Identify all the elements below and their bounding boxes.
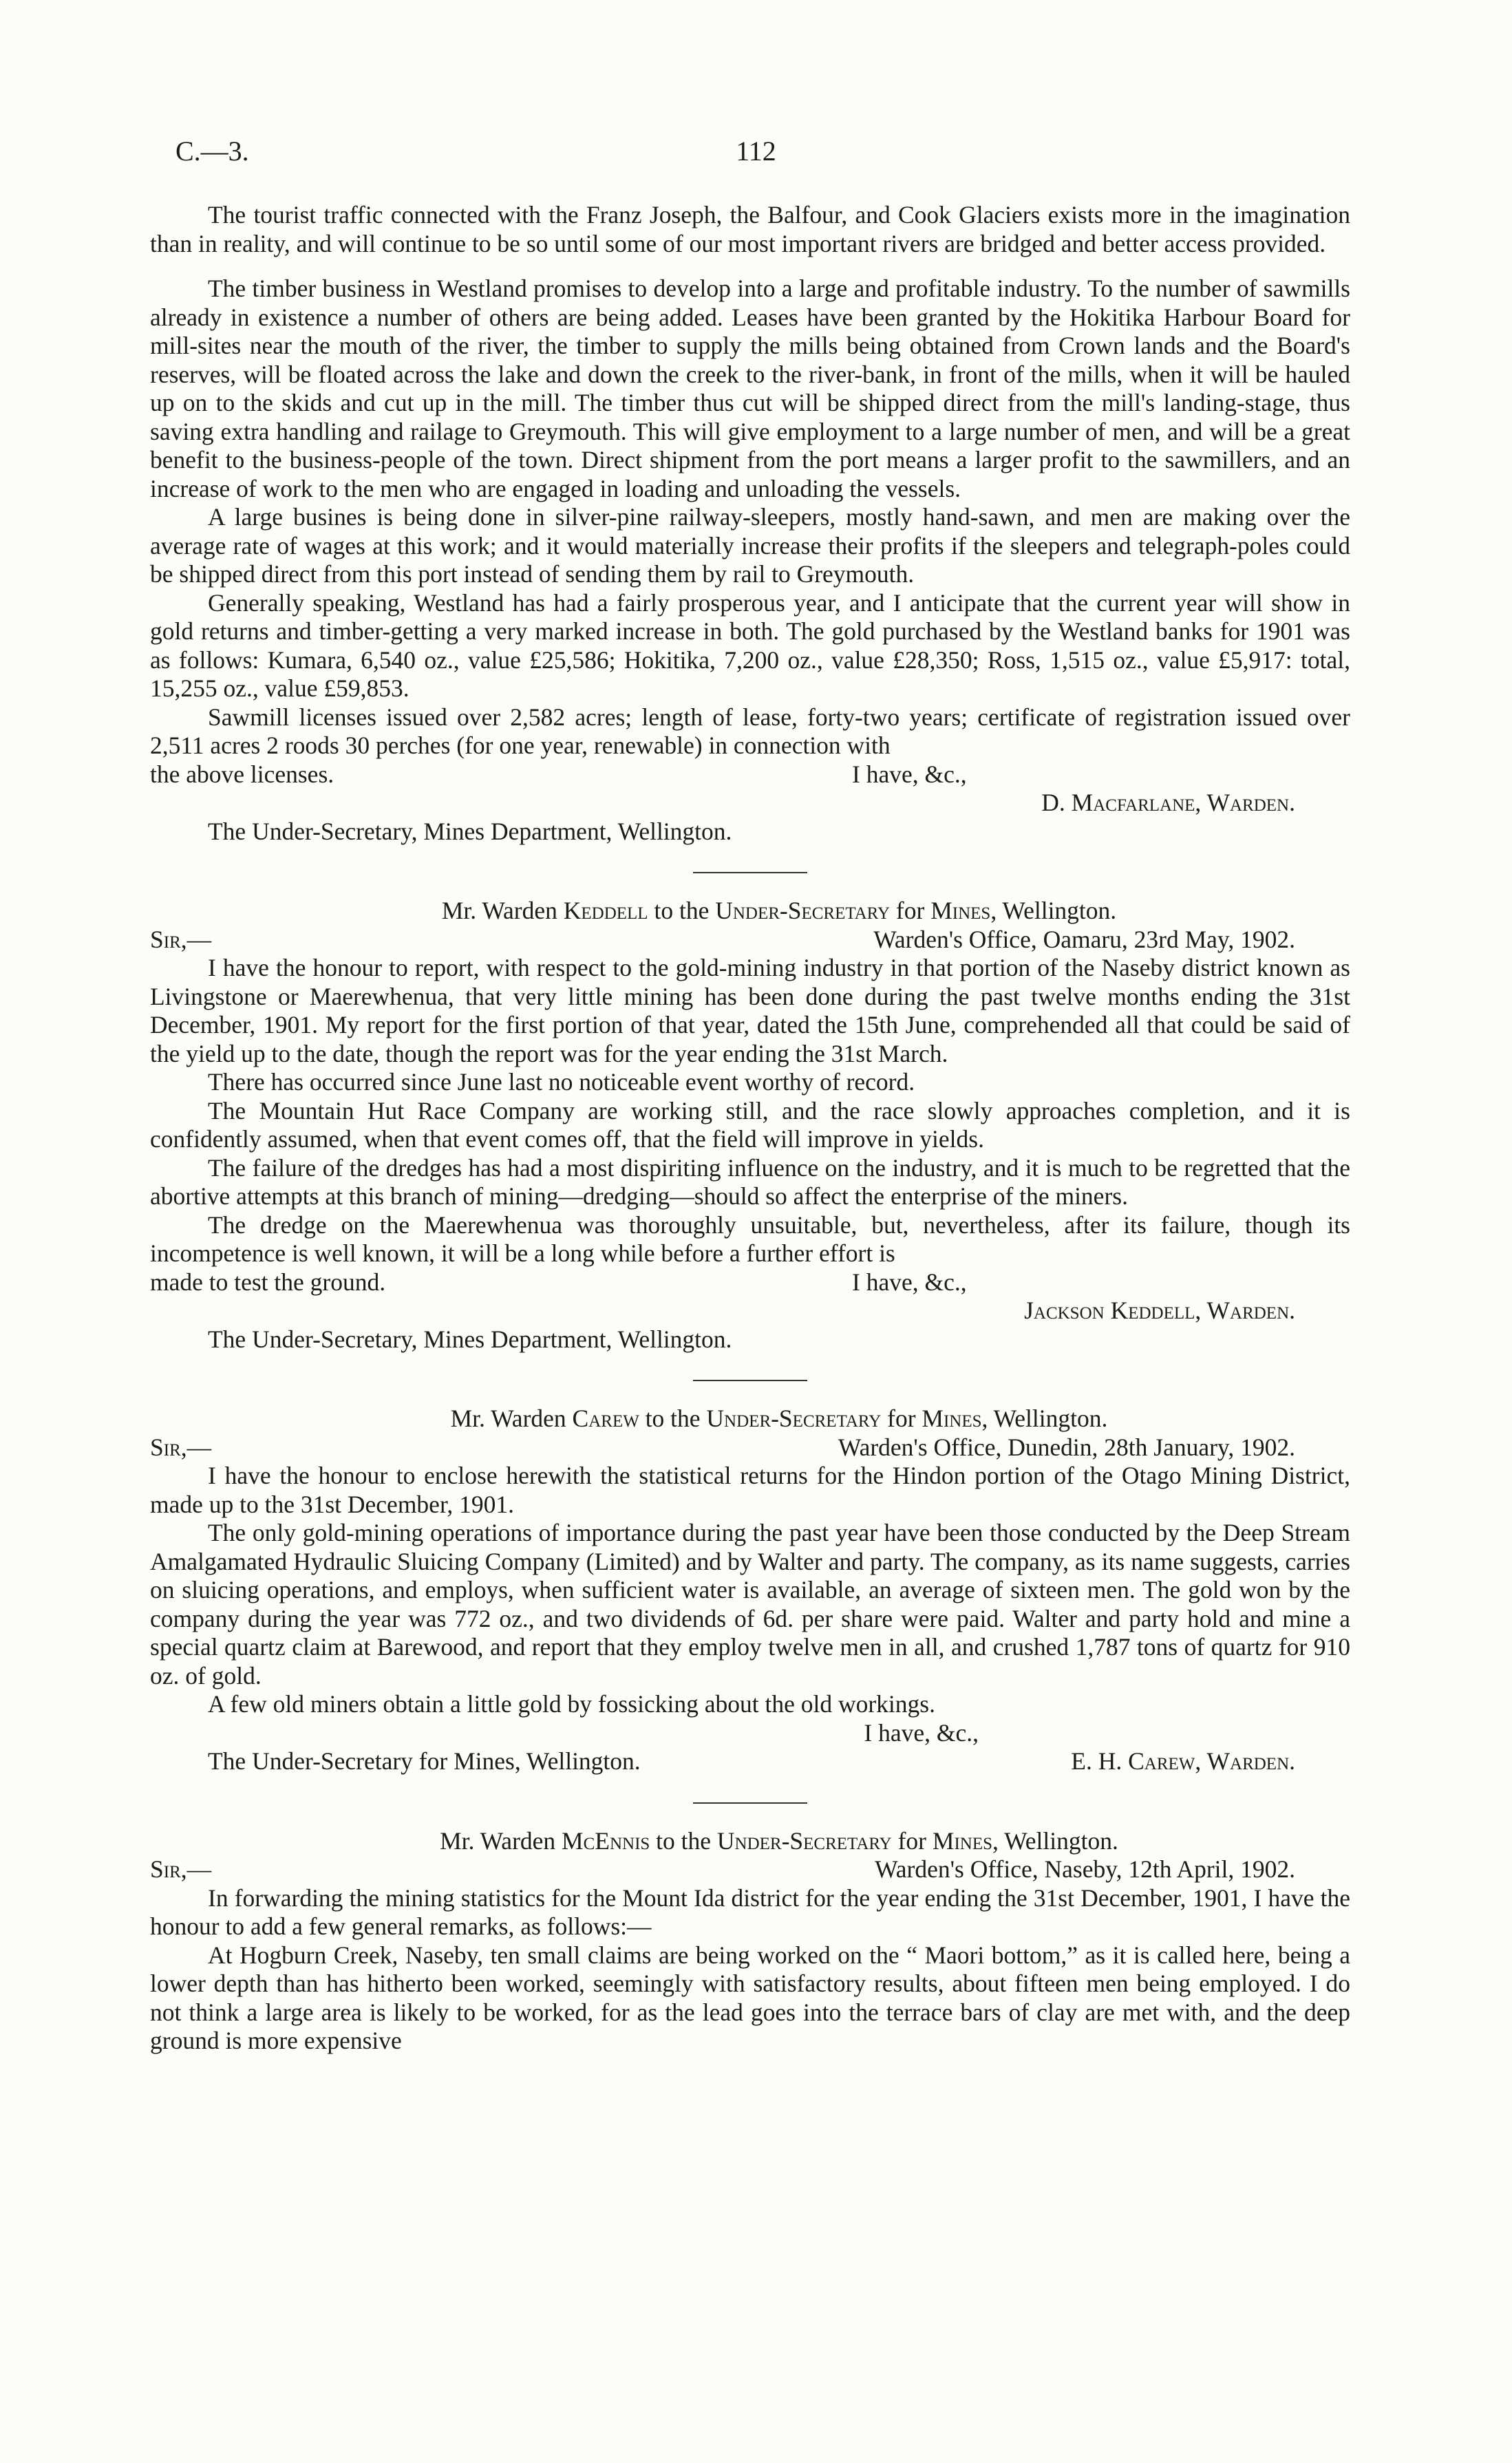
page-header bbox=[175, 135, 1337, 176]
section-divider bbox=[693, 1802, 807, 1804]
paragraph-end: made to test the ground. bbox=[150, 1268, 386, 1296]
letter-macfarlane bbox=[150, 201, 1350, 846]
paragraph: The failure of the dredges has had a most dispiriting influence on the industry, and it is much to be regretted that the abortive attempts at this branch of mining—dredging—should so affect the enterprise of the miners. bbox=[150, 1153, 1350, 1210]
paragraph: I have the honour to report, with respect to the gold-mining industry in that portion of the Naseby district known as Livingstone or Maerewhenua, that very little mining has been done during the past twelve months ending the 31st December, 1901. My report for the first portion of that year, dated the 15th June, comprehended all that could be said of the yield up to the date, though the report was for the year ending the 31st March. bbox=[150, 954, 1350, 1067]
letter-mcennis bbox=[150, 1827, 1350, 2056]
paragraph: The only gold-mining operations of importance during the past year have been those conducted by the Deep Stream Amalgamated Hydraulic Sluicing Company (Limited) and by Walter and party. The company, as its name suggests, carries on sluicing operations, and employs, when sufficient water is available, an average of sixteen men. The gold won by the company during the year was 772 oz., and two dividends of 6d. per share were paid. Walter and party hold and mine a special quartz claim at Barewood, and report that they employ twelve men in all, and crushed 1,787 tons of quartz for 910 oz. of gold. bbox=[150, 1519, 1350, 1689]
paragraph: There has occurred since June last no noticeable event worthy of record. bbox=[208, 1068, 915, 1096]
paragraph: At Hogburn Creek, Naseby, ten small claims are being worked on the “ Maori bottom,” as it is called here, being a lower depth than has hitherto been worked, seemingly with satisfactory results, about fifteen men being employed. I do not think a large area is likely to be worked, for as the lead goes into the terrace bars of clay are met with, and the deep ground is more expensive bbox=[150, 1941, 1350, 2054]
salutation: Sir,— bbox=[150, 925, 212, 953]
paragraph: The tourist traffic connected with the Franz Joseph, the Balfour, and Cook Glaciers exists more in the imagination than in reality, and will continue to be so until some of our most important rivers are bridged and better access provided. bbox=[150, 201, 1350, 257]
page-number: 112 bbox=[736, 136, 776, 167]
letter-title: Mr. Warden Carew to the Under-Secretary for Mines, Wellington. bbox=[450, 1405, 1108, 1432]
paragraph: Generally speaking, Westland has had a fairly prosperous year, and I anticipate that the current year will show in gold returns and timber-getting a very marked increase in both. The gold purchased by the Westland banks for 1901 was as follows: Kumara, 6,540 oz., value £25,586; Hokitika, 7,200 oz., value £28,350; Ross, 1,515 oz., value £5,917: total, 15,255 oz., value £59,853. bbox=[150, 588, 1350, 702]
closing-line bbox=[150, 1747, 1350, 1776]
letter-keddell bbox=[150, 897, 1350, 1354]
section-divider bbox=[693, 1380, 807, 1381]
salutation: Sir,— bbox=[150, 1433, 212, 1461]
letter-title: Mr. Warden Keddell to the Under-Secretary for Mines, Wellington. bbox=[441, 897, 1117, 924]
recipient-address: The Under-Secretary, Mines Department, Wellington. bbox=[208, 817, 732, 845]
closing: I have, &c., bbox=[852, 1268, 967, 1296]
closing-line bbox=[150, 760, 1350, 789]
letter-carew bbox=[150, 1405, 1350, 1776]
letter-title: Mr. Warden McEnnis to the Under-Secretary for Mines, Wellington. bbox=[440, 1826, 1118, 1855]
page-content bbox=[150, 201, 1350, 2056]
office-dateline: Warden's Office, Dunedin, 28th January, 1902. bbox=[838, 1433, 1295, 1461]
paragraph: A few old miners obtain a little gold by fossicking about the old workings. bbox=[208, 1690, 935, 1718]
paragraph: In forwarding the mining statistics for the Mount Ida district for the year ending the 31st December, 1901, I have the honour to add a few general remarks, as follows:— bbox=[150, 1884, 1350, 1940]
recipient-address: The Under-Secretary, Mines Department, Wellington. bbox=[208, 1325, 732, 1353]
section-divider bbox=[693, 872, 807, 873]
paragraph: Sawmill licenses issued over 2,582 acres; length of lease, forty-two years; certificate of registration issued over 2,511 acres 2 roods 30 perches (for one year, renewable) in connection with bbox=[150, 703, 1350, 759]
closing: I have, &c., bbox=[864, 1718, 979, 1747]
document-reference: C.—3. bbox=[175, 136, 249, 167]
recipient-address: The Under-Secretary for Mines, Wellington. bbox=[208, 1747, 641, 1775]
salutation-line bbox=[150, 1433, 1350, 1462]
paragraph: The timber business in Westland promises to develop into a large and profitable industry. To the number of sawmills already in existence a number of others are being added. Leases have been granted by the Hokitika Harbour Board for mill-sites near the mouth of the river, the timber to supply the mills being obtained from Crown lands and the Board's reserves, will be floated across the lake and down the creek to the river-bank, in front of the mills, when it will be hauled up on to the skids and cut up in the mill. The timber thus cut will be shipped direct from the mill's landing-stage, thus saving extra handling and railage to Greymouth. This will give employment to a large number of men, and will be a great benefit to the business-people of the town. Direct shipment from the port means a larger profit to the sawmillers, and an increase of work to the men who are engaged in loading and unloading the vessels. bbox=[150, 275, 1350, 502]
paragraph: The dredge on the Maerewhenua was thoroughly unsuitable, but, nevertheless, after its failure, though its incompetence is well known, it will be a long while before a further effort is bbox=[150, 1211, 1350, 1267]
signature: D. Macfarlane, Warden. bbox=[1041, 789, 1295, 816]
salutation-line bbox=[150, 1855, 1350, 1884]
closing-line bbox=[150, 1268, 1350, 1297]
paragraph: The Mountain Hut Race Company are working still, and the race slowly approaches completion, and it is confidently assumed, when that event comes off, that the field will improve in yields. bbox=[150, 1096, 1350, 1153]
paragraph-end: the above licenses. bbox=[150, 760, 334, 788]
paragraph: A large busines is being done in silver-pine railway-sleepers, mostly hand-sawn, and men are making over the average rate of wages at this work; and it would materially increase their profits if the sleepers and telegraph-poles could be shipped direct from this port instead of sending them by rail to Greymouth. bbox=[150, 503, 1350, 588]
closing: I have, &c., bbox=[852, 760, 967, 788]
salutation: Sir,— bbox=[150, 1855, 212, 1883]
office-dateline: Warden's Office, Naseby, 12th April, 1902. bbox=[875, 1855, 1295, 1883]
paragraph: I have the honour to enclose herewith the statistical returns for the Hindon portion of the Otago Mining District, made up to the 31st December, 1901. bbox=[150, 1462, 1350, 1518]
salutation-line bbox=[150, 926, 1350, 955]
signature: Jackson Keddell, Warden. bbox=[1024, 1297, 1295, 1324]
signature: E. H. Carew, Warden. bbox=[1071, 1747, 1295, 1775]
office-dateline: Warden's Office, Oamaru, 23rd May, 1902. bbox=[873, 925, 1295, 953]
